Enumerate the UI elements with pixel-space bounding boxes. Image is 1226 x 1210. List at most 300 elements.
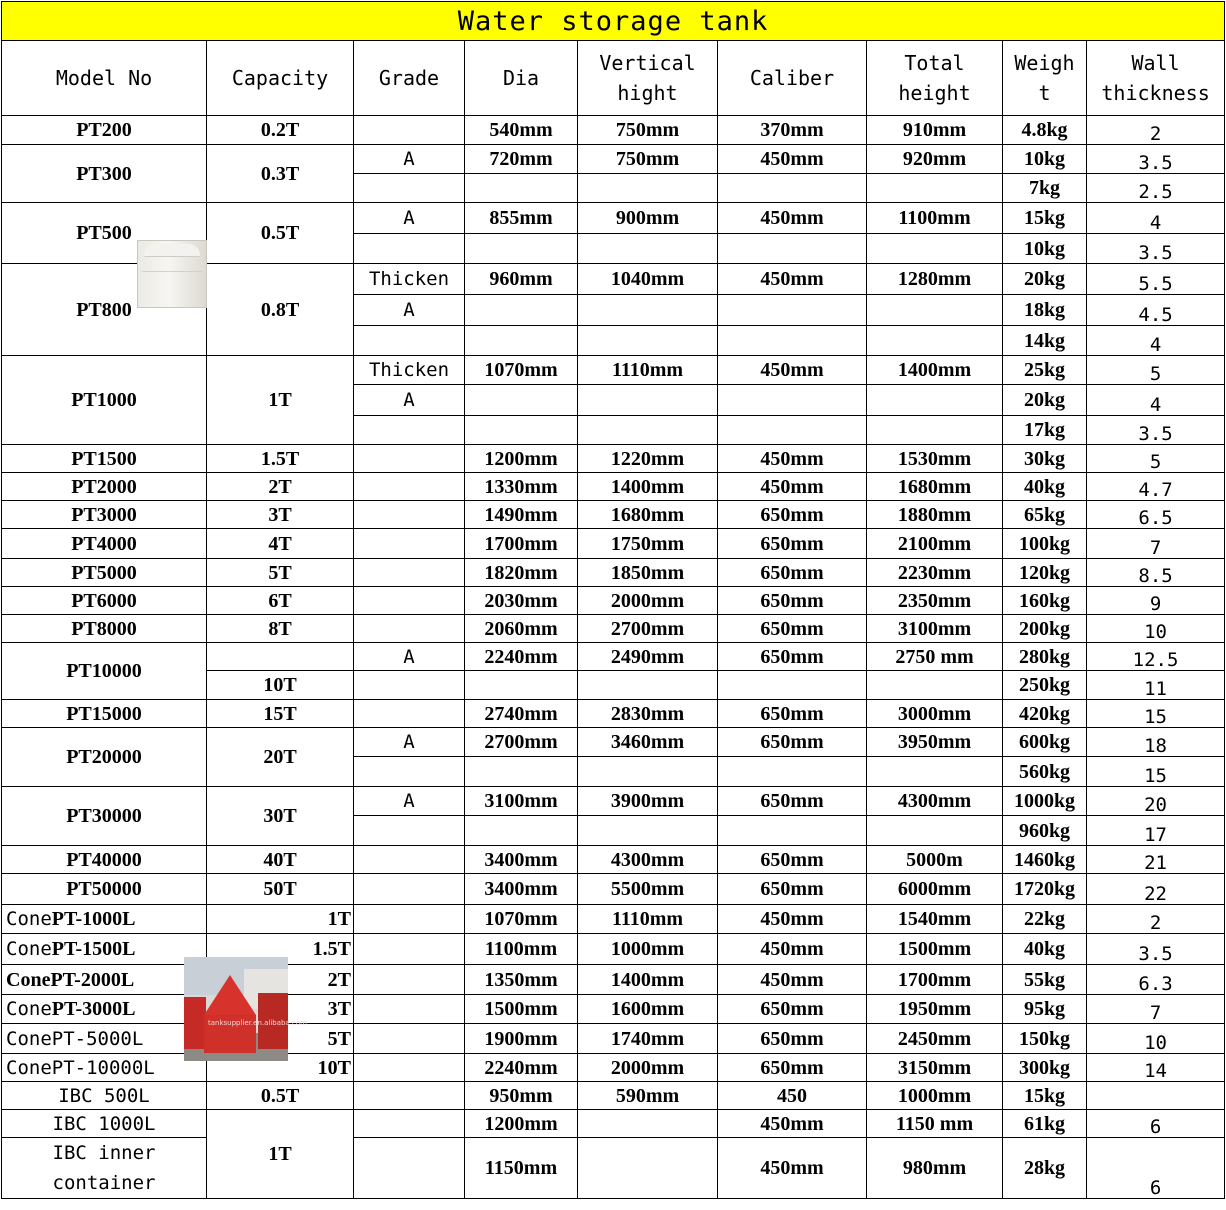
cell-dia: 2740mm [465, 700, 578, 728]
red-tank-left [184, 997, 206, 1049]
cell-model: PT1000 [2, 356, 207, 445]
cell-capacity: 30T [207, 787, 354, 846]
cell-caliber: 650mm [718, 643, 867, 671]
table-row [2, 203, 1225, 234]
table-row [2, 874, 1225, 905]
cell-weight: 420kg [1003, 700, 1087, 728]
cell-wall: 6 [1087, 1138, 1225, 1199]
table-row [2, 846, 1225, 874]
cell-caliber [718, 671, 867, 700]
cell-grade [354, 1082, 465, 1110]
cell-caliber: 370mm [718, 116, 867, 145]
cell-dia [465, 326, 578, 356]
cone-tank-image [184, 957, 307, 1061]
cell-dia: 1150mm [465, 1138, 578, 1199]
cell-grade: A [354, 728, 465, 757]
cell-model [2, 965, 207, 995]
cell-vertical: 900mm [578, 203, 718, 234]
cell-caliber: 450mm [718, 905, 867, 934]
cell-dia: 855mm [465, 203, 578, 234]
cell-weight: 250kg [1003, 671, 1087, 700]
cell-vertical [578, 671, 718, 700]
cell-model: PT2000 [2, 473, 207, 501]
model-prefix: Cone [6, 908, 52, 930]
cell-total [867, 295, 1003, 326]
table-row [2, 615, 1225, 643]
cell-weight: 61kg [1003, 1110, 1087, 1138]
cell-capacity: 3T [207, 995, 354, 1024]
cell-vertical: 590mm [578, 1082, 718, 1110]
cell-total: 2100mm [867, 529, 1003, 559]
cell-grade [354, 700, 465, 728]
cell-weight: 4.8kg [1003, 116, 1087, 145]
cell-caliber: 650mm [718, 501, 867, 529]
cell-wall: 11 [1087, 671, 1225, 700]
cell-dia: 1350mm [465, 965, 578, 995]
cell-caliber [718, 816, 867, 846]
cell-weight: 120kg [1003, 559, 1087, 587]
cell-caliber: 650mm [718, 615, 867, 643]
cell-wall [1087, 1082, 1225, 1110]
model-name: ConePT-2000L [6, 968, 135, 991]
cell-capacity: 1T [207, 1110, 354, 1199]
cell-capacity: 0.5T [207, 1082, 354, 1110]
cell-total: 1100mm [867, 203, 1003, 234]
cell-dia: 1330mm [465, 473, 578, 501]
cell-weight: 95kg [1003, 995, 1087, 1024]
model-name: PT-3000L [51, 998, 136, 1020]
cell-capacity: 40T [207, 846, 354, 874]
cell-model [2, 905, 207, 934]
cell-grade [354, 234, 465, 264]
cell-capacity: 6T [207, 587, 354, 615]
cell-dia: 3100mm [465, 787, 578, 816]
cell-grade [354, 934, 465, 965]
table-row [2, 787, 1225, 816]
model-prefix: Cone [6, 938, 52, 960]
header-wall: Wall thickness [1087, 41, 1225, 116]
cell-caliber: 450mm [718, 473, 867, 501]
cell-dia: 950mm [465, 1082, 578, 1110]
cell-grade [354, 995, 465, 1024]
cell-total: 1680mm [867, 473, 1003, 501]
cell-weight: 65kg [1003, 501, 1087, 529]
cell-model: PT500 [2, 203, 207, 264]
cell-weight: 160kg [1003, 587, 1087, 615]
table-row [2, 356, 1225, 385]
cell-model: IBC 1000L [2, 1110, 207, 1138]
cell-total: 2230mm [867, 559, 1003, 587]
cell-capacity: 0.5T [207, 203, 354, 264]
cell-vertical: 1600mm [578, 995, 718, 1024]
cell-total [867, 234, 1003, 264]
cell-grade [354, 1110, 465, 1138]
cell-vertical [578, 1138, 718, 1199]
cell-vertical [578, 326, 718, 356]
cell-weight: 600kg [1003, 728, 1087, 757]
header-capacity: Capacity [207, 41, 354, 116]
cell-weight: 10kg [1003, 234, 1087, 264]
header-vertical: Vertical hight [578, 41, 718, 116]
cell-wall: 5 [1087, 356, 1225, 385]
cell-dia: 3400mm [465, 846, 578, 874]
cell-weight: 22kg [1003, 905, 1087, 934]
cell-grade [354, 757, 465, 787]
cell-grade [354, 445, 465, 473]
cell-total: 920mm [867, 145, 1003, 174]
cell-caliber: 450mm [718, 445, 867, 473]
cell-wall: 6.5 [1087, 501, 1225, 529]
cell-grade [354, 1054, 465, 1082]
table-title: Water storage tank [2, 2, 1225, 41]
cell-capacity: 0.8T [207, 264, 354, 356]
cell-model: PT1500 [2, 445, 207, 473]
cell-vertical: 2000mm [578, 1054, 718, 1082]
cell-weight: 20kg [1003, 385, 1087, 416]
cell-caliber [718, 385, 867, 416]
header-row [2, 41, 1225, 116]
cell-wall: 20 [1087, 787, 1225, 816]
cell-model: PT5000 [2, 559, 207, 587]
cell-weight: 960kg [1003, 816, 1087, 846]
cell-weight: 1460kg [1003, 846, 1087, 874]
cell-wall: 5.5 [1087, 264, 1225, 295]
cell-wall: 15 [1087, 757, 1225, 787]
cell-grade [354, 1138, 465, 1199]
cell-capacity: 10T [207, 1054, 354, 1082]
cell-vertical: 1850mm [578, 559, 718, 587]
table-row [2, 587, 1225, 615]
cell-wall: 8.5 [1087, 559, 1225, 587]
cell-dia [465, 816, 578, 846]
cell-caliber: 650mm [718, 846, 867, 874]
cell-vertical: 1110mm [578, 356, 718, 385]
cell-dia: 1490mm [465, 501, 578, 529]
cell-grade [354, 529, 465, 559]
cell-wall: 12.5 [1087, 643, 1225, 671]
cell-model [2, 934, 207, 965]
cell-total [867, 385, 1003, 416]
cell-vertical [578, 416, 718, 445]
cell-wall: 21 [1087, 846, 1225, 874]
cell-vertical [578, 385, 718, 416]
cell-model [2, 1024, 207, 1054]
cell-vertical [578, 757, 718, 787]
cell-grade: Thicken [354, 356, 465, 385]
cell-vertical [578, 174, 718, 203]
cell-capacity: 0.3T [207, 145, 354, 203]
cell-model: PT300 [2, 145, 207, 203]
cell-model: PT10000 [2, 643, 207, 700]
cell-weight: 200kg [1003, 615, 1087, 643]
cell-caliber: 450mm [718, 145, 867, 174]
cell-caliber: 450 [718, 1082, 867, 1110]
cell-dia: 2240mm [465, 643, 578, 671]
cell-total [867, 816, 1003, 846]
cell-grade: A [354, 295, 465, 326]
photo-watermark: tanksupplier.en.alibaba.com [208, 1019, 307, 1027]
cell-total: 1400mm [867, 356, 1003, 385]
cell-wall: 5 [1087, 445, 1225, 473]
cell-caliber [718, 416, 867, 445]
cell-vertical: 1110mm [578, 905, 718, 934]
cell-model: PT4000 [2, 529, 207, 559]
cell-model: PT6000 [2, 587, 207, 615]
cell-total: 1700mm [867, 965, 1003, 995]
cell-wall: 14 [1087, 1054, 1225, 1082]
cell-weight: 15kg [1003, 1082, 1087, 1110]
table-row [2, 473, 1225, 501]
cell-total [867, 671, 1003, 700]
cell-vertical: 1000mm [578, 934, 718, 965]
cell-caliber [718, 234, 867, 264]
header-model: Model No [2, 41, 207, 116]
cell-caliber: 450mm [718, 356, 867, 385]
cell-wall: 3.5 [1087, 934, 1225, 965]
cell-dia: 960mm [465, 264, 578, 295]
cell-caliber: 450mm [718, 264, 867, 295]
cell-total: 3000mm [867, 700, 1003, 728]
cell-capacity: 1T [207, 905, 354, 934]
cell-model: PT50000 [2, 874, 207, 905]
cell-wall: 22 [1087, 874, 1225, 905]
cell-wall: 4 [1087, 385, 1225, 416]
cell-dia: 540mm [465, 116, 578, 145]
cell-grade: Thicken [354, 264, 465, 295]
cell-total: 2450mm [867, 1024, 1003, 1054]
cell-dia [465, 671, 578, 700]
cell-caliber: 650mm [718, 1024, 867, 1054]
cell-caliber: 450mm [718, 1110, 867, 1138]
cell-caliber [718, 174, 867, 203]
cell-weight: 14kg [1003, 326, 1087, 356]
cell-dia: 1200mm [465, 445, 578, 473]
cell-weight: 15kg [1003, 203, 1087, 234]
cell-capacity: 1.5T [207, 445, 354, 473]
cell-grade [354, 1024, 465, 1054]
header-caliber: Caliber [718, 41, 867, 116]
cell-dia: 1700mm [465, 529, 578, 559]
cell-vertical: 750mm [578, 145, 718, 174]
model-prefix: ConePT-5000L [6, 1027, 144, 1050]
cell-caliber: 450mm [718, 1138, 867, 1199]
model-prefix: ConePT-10000L [6, 1056, 155, 1079]
cell-capacity: 5T [207, 1024, 354, 1054]
cell-capacity: 1T [207, 356, 354, 445]
cell-dia [465, 234, 578, 264]
cell-caliber: 650mm [718, 700, 867, 728]
table-row [2, 445, 1225, 473]
cell-grade [354, 416, 465, 445]
table-row [2, 1110, 1225, 1138]
cell-vertical: 2700mm [578, 615, 718, 643]
cell-vertical: 1750mm [578, 529, 718, 559]
cell-caliber [718, 326, 867, 356]
cell-vertical: 3460mm [578, 728, 718, 757]
cell-wall: 10 [1087, 1024, 1225, 1054]
header-grade: Grade [354, 41, 465, 116]
cell-model: IBC inner container [2, 1138, 207, 1199]
cell-total [867, 174, 1003, 203]
cell-model: PT200 [2, 116, 207, 145]
cell-grade [354, 816, 465, 846]
cell-capacity: 4T [207, 529, 354, 559]
cell-wall: 6.3 [1087, 965, 1225, 995]
cell-caliber: 650mm [718, 995, 867, 1024]
cell-total: 1950mm [867, 995, 1003, 1024]
cell-caliber: 450mm [718, 934, 867, 965]
cell-grade [354, 174, 465, 203]
cell-vertical: 750mm [578, 116, 718, 145]
cell-caliber: 450mm [718, 965, 867, 995]
table-row [2, 145, 1225, 174]
cell-vertical: 5500mm [578, 874, 718, 905]
table-row [2, 700, 1225, 728]
cell-capacity: 20T [207, 728, 354, 787]
cell-total: 980mm [867, 1138, 1003, 1199]
cell-dia: 2030mm [465, 587, 578, 615]
cell-capacity: 2T [207, 473, 354, 501]
cell-caliber [718, 757, 867, 787]
pt500-tank-image [137, 240, 207, 308]
cell-dia: 1100mm [465, 934, 578, 965]
cell-capacity: 15T [207, 700, 354, 728]
cell-caliber [718, 295, 867, 326]
table-row [2, 643, 1225, 671]
table-row [2, 728, 1225, 757]
cell-caliber: 650mm [718, 1054, 867, 1082]
cell-grade [354, 965, 465, 995]
cell-wall: 4.5 [1087, 295, 1225, 326]
cell-dia: 1070mm [465, 356, 578, 385]
tank-dome [144, 244, 200, 257]
cell-capacity: 0.2T [207, 116, 354, 145]
header-dia: Dia [465, 41, 578, 116]
cell-capacity: 3T [207, 501, 354, 529]
cell-total [867, 326, 1003, 356]
cell-grade [354, 587, 465, 615]
cell-dia [465, 416, 578, 445]
model-name: PT-1000L [51, 908, 136, 930]
cell-grade: A [354, 643, 465, 671]
cell-vertical: 1220mm [578, 445, 718, 473]
cell-dia [465, 295, 578, 326]
cell-weight: 30kg [1003, 445, 1087, 473]
cell-grade: A [354, 145, 465, 174]
cell-model: PT8000 [2, 615, 207, 643]
cell-dia: 2060mm [465, 615, 578, 643]
tank-band [142, 271, 202, 272]
table-row [2, 529, 1225, 559]
cell-caliber: 650mm [718, 874, 867, 905]
cell-weight: 150kg [1003, 1024, 1087, 1054]
table-row [2, 559, 1225, 587]
cell-total [867, 416, 1003, 445]
cell-weight: 280kg [1003, 643, 1087, 671]
cell-weight: 55kg [1003, 965, 1087, 995]
cell-weight: 25kg [1003, 356, 1087, 385]
cell-weight: 18kg [1003, 295, 1087, 326]
cell-dia [465, 174, 578, 203]
cell-vertical: 2830mm [578, 700, 718, 728]
cell-model: PT3000 [2, 501, 207, 529]
cell-total: 3100mm [867, 615, 1003, 643]
cell-total: 2350mm [867, 587, 1003, 615]
cell-capacity: 8T [207, 615, 354, 643]
cell-capacity [207, 643, 354, 671]
cell-weight: 100kg [1003, 529, 1087, 559]
cell-vertical [578, 1110, 718, 1138]
cell-model: PT15000 [2, 700, 207, 728]
cell-total: 6000mm [867, 874, 1003, 905]
cell-dia [465, 757, 578, 787]
cell-caliber: 650mm [718, 787, 867, 816]
cell-model [2, 1054, 207, 1082]
cell-dia: 1820mm [465, 559, 578, 587]
cell-wall: 4 [1087, 326, 1225, 356]
cell-wall: 4 [1087, 203, 1225, 234]
cell-weight: 10kg [1003, 145, 1087, 174]
cell-total: 1280mm [867, 264, 1003, 295]
cell-total [867, 757, 1003, 787]
cell-grade: A [354, 787, 465, 816]
cell-grade [354, 473, 465, 501]
cell-wall: 17 [1087, 816, 1225, 846]
table-row [2, 501, 1225, 529]
cell-model: PT40000 [2, 846, 207, 874]
cell-weight: 20kg [1003, 264, 1087, 295]
cell-vertical [578, 816, 718, 846]
cell-model: PT30000 [2, 787, 207, 846]
cell-wall: 6 [1087, 1110, 1225, 1138]
cell-grade [354, 615, 465, 643]
cell-dia: 2700mm [465, 728, 578, 757]
cell-model: IBC 500L [2, 1082, 207, 1110]
cell-wall: 2 [1087, 116, 1225, 145]
cell-grade [354, 501, 465, 529]
cell-grade [354, 846, 465, 874]
cell-dia: 1900mm [465, 1024, 578, 1054]
cell-total: 1880mm [867, 501, 1003, 529]
cell-vertical: 4300mm [578, 846, 718, 874]
cell-dia: 3400mm [465, 874, 578, 905]
cell-model: PT800 [2, 264, 207, 356]
cell-total: 2750 mm [867, 643, 1003, 671]
table-row [2, 1138, 1225, 1199]
cell-dia: 720mm [465, 145, 578, 174]
cell-vertical: 3900mm [578, 787, 718, 816]
cell-weight: 560kg [1003, 757, 1087, 787]
cell-dia: 1200mm [465, 1110, 578, 1138]
cell-total: 1150 mm [867, 1110, 1003, 1138]
cell-wall: 9 [1087, 587, 1225, 615]
cell-total: 3150mm [867, 1054, 1003, 1082]
cell-weight: 28kg [1003, 1138, 1087, 1199]
cell-grade [354, 874, 465, 905]
table-row [2, 1082, 1225, 1110]
cell-weight: 40kg [1003, 934, 1087, 965]
model-prefix: Cone [6, 998, 52, 1020]
cell-wall: 15 [1087, 700, 1225, 728]
cell-weight: 1720kg [1003, 874, 1087, 905]
cell-vertical: 1400mm [578, 473, 718, 501]
table-row [2, 116, 1225, 145]
cell-weight: 17kg [1003, 416, 1087, 445]
cell-grade [354, 326, 465, 356]
header-weight: Weigh t [1003, 41, 1087, 116]
cell-wall: 2 [1087, 905, 1225, 934]
cell-wall: 7 [1087, 995, 1225, 1024]
